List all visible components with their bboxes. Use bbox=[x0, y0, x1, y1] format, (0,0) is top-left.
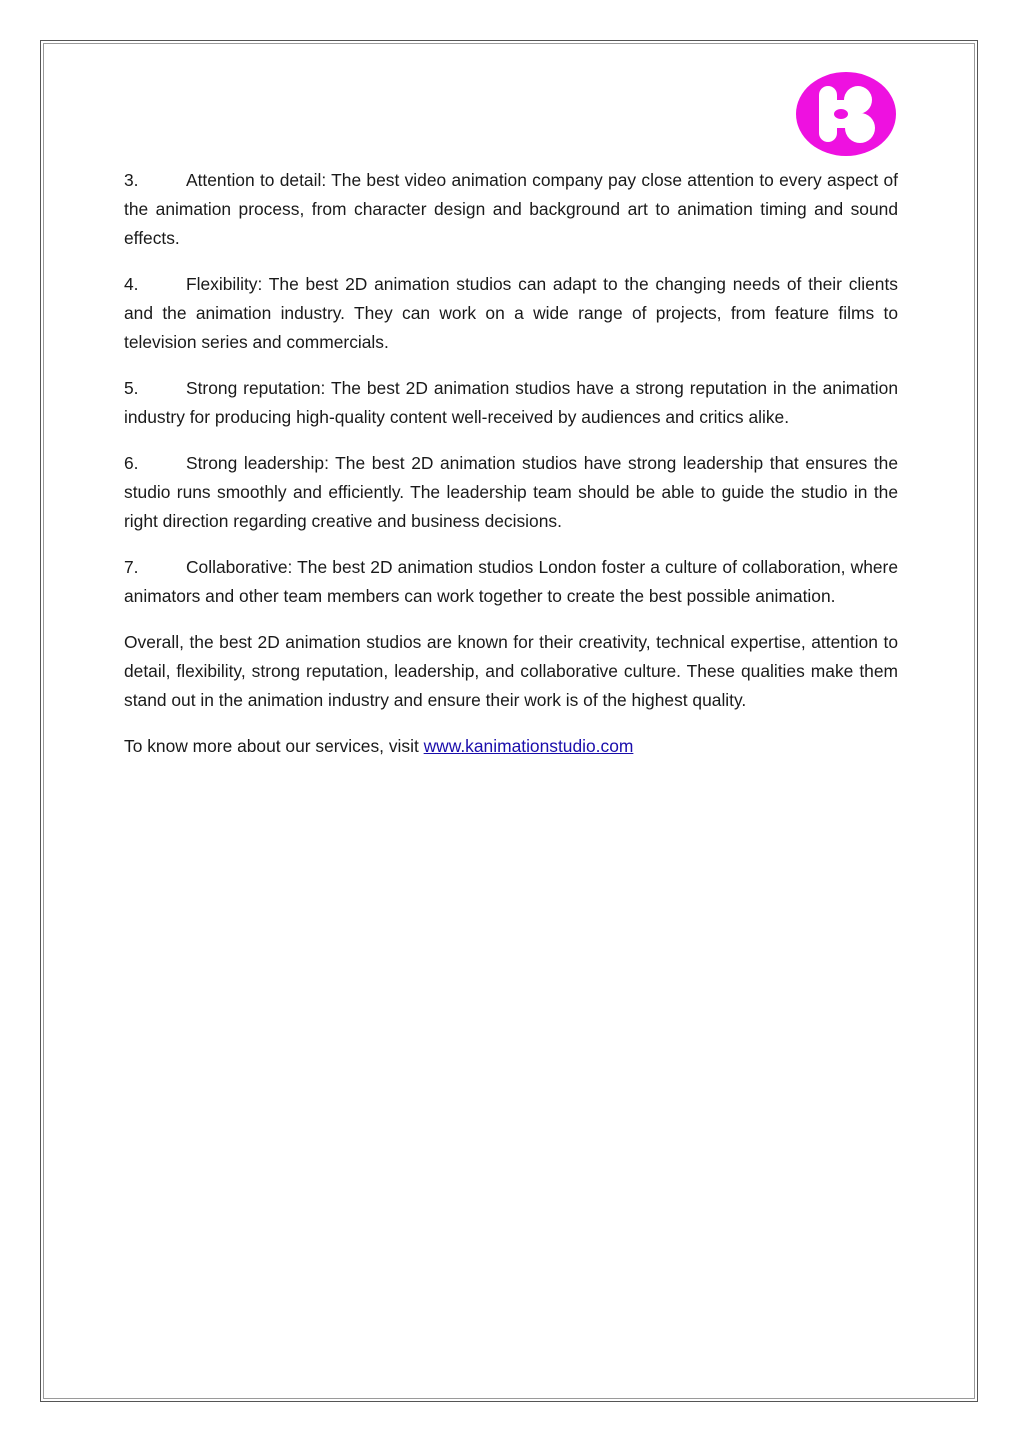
website-link[interactable]: www.kanimationstudio.com bbox=[423, 736, 634, 756]
list-text: Attention to detail: The best video animation company pay close attention to every aspect of the animation process, from character design and background art to animation timing and sound effects. bbox=[124, 170, 898, 248]
summary-paragraph: Overall, the best 2D animation studios are known for their creativity, technical expertise, attention to detail, flexibility, strong reputation, leadership, and collaborative culture. These qualities make them stand out in the animation industry and ensure their work is of the highest quality. bbox=[124, 632, 898, 710]
list-item-7 bbox=[124, 553, 898, 611]
list-item-5 bbox=[124, 374, 898, 432]
list-text: Flexibility: The best 2D animation studios can adapt to the changing needs of their clients and the animation industry. They can work on a wide range of projects, from feature films to television series and commercials. bbox=[124, 274, 898, 352]
list-number: 7. bbox=[124, 557, 139, 577]
list-item-3 bbox=[124, 166, 898, 253]
cta-paragraph bbox=[124, 732, 898, 761]
cta-text: To know more about our services, visit bbox=[124, 736, 424, 756]
list-item-4 bbox=[124, 270, 898, 357]
list-text: Strong reputation: The best 2D animation studios have a strong reputation in the animation industry for producing high-quality content well-received by audiences and critics alike. bbox=[124, 378, 898, 427]
list-number: 3. bbox=[124, 170, 139, 190]
list-text: Collaborative: The best 2D animation studios London foster a culture of collaboration, where animators and other team members can work together to create the best possible animation. bbox=[124, 557, 898, 606]
list-number: 4. bbox=[124, 274, 139, 294]
list-number: 5. bbox=[124, 378, 139, 398]
list-text: Strong leadership: The best 2D animation studios have strong leadership that ensures the studio runs smoothly and efficiently. The leadership team should be able to guide the studio in the right direction regarding creative and business decisions. bbox=[124, 453, 898, 531]
list-item-6 bbox=[124, 449, 898, 536]
list-number: 6. bbox=[124, 453, 139, 473]
document-body bbox=[124, 166, 898, 778]
k-logo-icon bbox=[794, 70, 898, 158]
